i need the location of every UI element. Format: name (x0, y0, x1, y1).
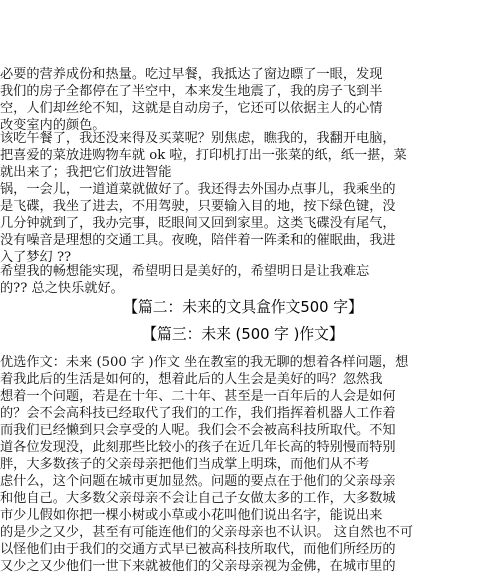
body-line: 把喜爱的菜放进购物车就 ok 啦，打印机打出一张菜的纸，纸一揕，菜 (0, 148, 407, 163)
body-line: 锅，一会儿，一道道菜就做好了。我还得去外国办点事儿，我乘坐的 (0, 182, 396, 197)
body-line: 而我们已经懒到只会享受的人呢。我们会不会被高科技所取代。不知 (0, 423, 396, 438)
section-heading: 【篇三：未来 (500 字 )作文】 (142, 325, 344, 343)
body-line: 以怪他们由于我们的交通方式早已被高科技所取代，而他们所经历的 (0, 542, 396, 557)
body-line: 虑什么，这个问题在城市更加显然。问题的要点在于他们的父亲母亲 (0, 474, 396, 489)
body-line: 着我此后的生活是如何的，想着此后的人生会是美好的吗？忽然我 (0, 372, 383, 387)
body-line: 胖，大多数孩子的父亲母亲把他们当成掌上明珠，而他们从不考 (0, 457, 370, 472)
body-line: 和他自己。大多数父亲母亲不会让自己子女做太多的工作，大多数城 (0, 491, 396, 506)
body-line: 优选作文：未来 (500 字 )作文 坐在教室的我无聊的想着各样问题，想 (0, 355, 409, 370)
body-line: 是飞碟，我坐了进去，不用驾驶，只要输入目的地，按下绿色键，没 (0, 199, 396, 214)
body-line: 该吃午餐了，我还没来得及买菜呢？别焦虑，瞧我的，我翻开电脑， (0, 131, 396, 146)
body-line: 道各位发现没，此刻那些比较小的孩子在近几年长高的特别慢而特别 (0, 440, 396, 455)
body-line: 市少儿假如你把一棵小树或小草或小花叫他们说出名字，能说出来 (0, 508, 383, 523)
body-line: 就出来了；我把它们放进智能 (0, 165, 172, 180)
body-line: 我们的房子全都停在了半空中，本来发生地震了，我的房子飞到半 (0, 84, 383, 99)
body-line: 必要的营养成份和热量。吃过早餐，我抵达了窗边瞟了一眼，发现 (0, 67, 383, 82)
body-line: 的?? 总之快乐就好。 (0, 281, 124, 296)
body-line: 入了梦幻 ?? (0, 250, 72, 265)
body-line: 希望我的畅想能实现，希望明日是美好的，希望明日是让我难忘 (0, 264, 370, 279)
body-line: 空，人们却丝纶不知，这就是自动房子，它还可以依据主人的心情 (0, 101, 383, 116)
section-heading: 【篇二：未来的文具盒作文500 字】 (123, 298, 363, 316)
body-line: 几分钟就到了，我办完事，眨眼间又回到家里。这类飞碟没有尾气， (0, 216, 396, 231)
body-line: 的？会不会高科技已经取代了我们的工作，我们指挥着机器人工作着 (0, 406, 396, 421)
body-line: 没有噪音是理想的交通工具。夜晚，陪伴着一阵柔和的催眠曲，我进 (0, 233, 396, 248)
body-line: 改变室内的颜色。 (0, 118, 106, 133)
body-line: 又少之又少他们一世下来就被他们的父亲母亲视为金佛，在城市里的 (0, 559, 396, 574)
body-line: 的是少之又少，甚至有可能连他们的父亲母亲也不认识。 这自然也不可 (0, 525, 414, 540)
body-line: 想着一个问题，若是在十年、二十年、甚至是一百年后的人会是如何 (0, 389, 396, 404)
